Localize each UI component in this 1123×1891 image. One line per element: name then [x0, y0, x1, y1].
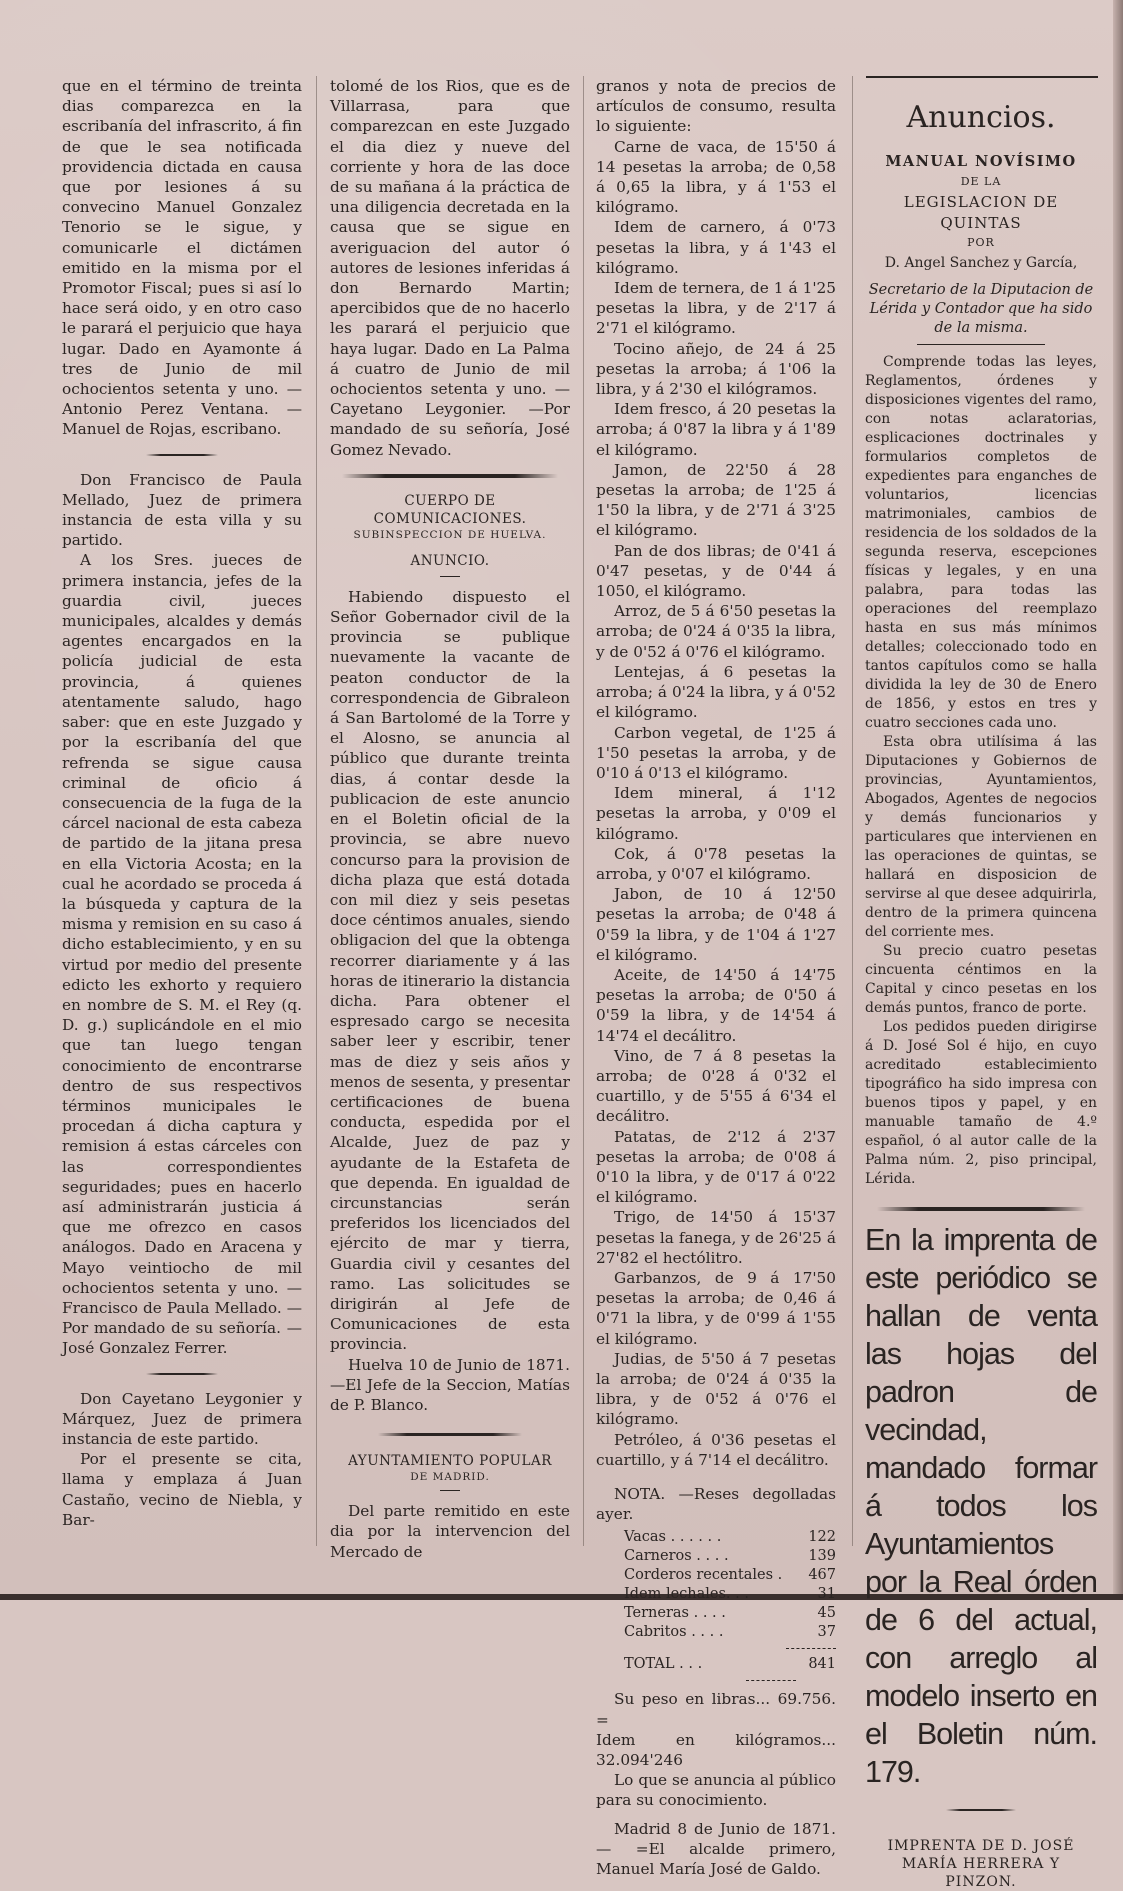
separator [917, 344, 1045, 345]
livestock-count: 122 [808, 1529, 836, 1546]
column-4 [865, 76, 1097, 1891]
livestock-label: Terneras . . . . [624, 1605, 726, 1622]
public-notice: Lo que se anuncia al público para su conocimiento. [596, 1771, 836, 1810]
livestock-count: 139 [808, 1548, 836, 1565]
ad-paragraph: Esta obra utilísima á las Diputaciones y Gobiernos de provincias, Ayuntamientos, Abogados, Agentes de negocios y demás funcionarios y particulares que intervienen en las operaciones de quintas, se hallará en disposicion de servirse al que desee adquirirla, dentro de la primera quincena del corriente mes. [865, 734, 1097, 941]
price-item: Idem mineral, á 1'12 pesetas la arroba, y 0'09 el kilógramo. [596, 784, 836, 843]
weight-pounds: Su peso en libras... 69.756. = [596, 1690, 836, 1729]
price-item: Petróleo, á 0'36 pesetas el cuartillo, y á 7'14 el decálitro. [596, 1430, 836, 1469]
price-item: Carne de vaca, de 15'50 á 14 pesetas la arroba; de 0,58 á 0,65 la libra, y á 1'53 el kilógramo. [596, 137, 836, 217]
separator [946, 1809, 1016, 1811]
price-item: Vino, de 7 á 8 pesetas la arroba; de 0'28 á 0'32 el cuartillo, y de 5'55 á 6'34 el decálitro. [596, 1046, 836, 1126]
column-rule-3 [852, 76, 853, 1546]
market-report-intro: Del parte remitido en este dia por la intervencion del Mercado de [330, 1502, 570, 1561]
weight-kilos: Idem en kilógramos... 32.094'246 [596, 1730, 836, 1770]
total-row [596, 1655, 836, 1674]
edict-body: Por el presente se cita, llama y emplaza á Juan Castaño, vecino de Niebla, y Bar- [62, 1450, 302, 1529]
edict-body: A los Sres. jueces de primera instancia, jefes de la guardia civil, jueces municipales, alcaldes y demás agentes encargados en la policía judicial de esta provincia, á quienes atentamente saludo, hago saber: que en este Juzgado y por la escribanía del que refrenda se sigue causa criminal de oficio á consecuencia de la fuga de la cárcel nacional de esta cabeza de partido de la jitana presa en ella Victoria Acosta; en la cual he acordado se proceda á la búsqueda y captura de la misma y remision en su caso á dicho establecimiento, y en su virtud por medio del presente edicto les exhorto y requiero en nombre de S. M. el Rey (q. D. g.) suplicándole en el mio que tan luego tengan conocimiento de encontrarse dentro de sus respectivos términos municipales le procedan á dicha captura y remision á estas cárceles con las correspondientes seguridades; pues en hacerlo así administrarán justicia á que me ofrezco en casos análogos. Dado en Aracena y Mayo veintiocho de mil ochocientos setenta y uno. —Francisco de Paula Mellado. —Por mandado de su señoría. —José Gonzalez Ferrer. [62, 551, 302, 1358]
price-item: Idem de ternera, de 1 á 1'25 pesetas la libra, y de 2'17 á 2'71 el kilógramo. [596, 279, 836, 338]
livestock-label: Vacas . . . . . . [624, 1529, 722, 1546]
price-item: Carbon vegetal, de 1'25 á 1'50 pesetas la arroba, y de 0'10 á 0'13 el kilógramo. [596, 723, 836, 782]
livestock-label: Cabritos . . . . [624, 1624, 724, 1641]
signature: Madrid 8 de Junio de 1871. — =El alcalde primero, Manuel María José de Galdo. [596, 1819, 836, 1879]
title-underline [440, 1490, 460, 1491]
livestock-row [596, 1547, 836, 1566]
edict-header: Don Cayetano Leygonier y Márquez, Juez de primera instancia de este partido. [62, 1389, 302, 1448]
price-item: Pan de dos libras; de 0'41 á 0'47 pesetas, y de 0'44 á 1050, el kilógramo. [596, 541, 836, 601]
price-item: Aceite, de 14'50 á 14'75 pesetas la arroba; de 0'50 á 0'59 la libra, y de 14'54 á 14'74 el decálitro. [596, 965, 836, 1045]
livestock-label: Idem lechales. . . [624, 1586, 749, 1603]
livestock-label: Carneros . . . . [624, 1548, 729, 1565]
page-edge-shadow [1113, 0, 1123, 1600]
price-item: Garbanzos, de 9 á 17'50 pesetas la arroba; de 0,46 á 0'71 la libra, y de 0'99 á 1'55 el kilógramo. [596, 1268, 836, 1348]
ad-paragraph: Su precio cuatro pesetas cincuenta céntimos en la Capital y cinco pesetas en los demás puntos, franco de porte. [865, 943, 1097, 1017]
section-title: CUERPO DE COMUNICACIONES. [373, 492, 527, 527]
padron-notice: En la imprenta de este periódico se hallan de venta las hojas del padron de vecindad, mandado formar á todos los Ayuntamientos por la Real órden de 6 del actual, con arreglo al modelo inserto en el Boletin núm. 179. [865, 1223, 1097, 1790]
announcement-title: ANUNCIO. [410, 552, 490, 569]
livestock-count: 31 [817, 1586, 836, 1603]
edict-header: Don Francisco de Paula Mellado, Juez de primera instancia de esta villa y su partido. [62, 470, 302, 550]
ad-paragraph: Comprende todas las leyes, Reglamentos, órdenes y disposiciones vigentes del ramo, con notas aclaratorias, esplicaciones doctrinales y formularios completos de expedientes para enganches de voluntarios, licencias matrimoniales, cambios de residencia de los soldados de la segunda reserva, escepciones físicas y legales, y en una palabra, para todas las operaciones del reemplazo hasta en sus más mínimos detalles; coleccionado todo en tantos capítulos como se halla dividida la ley de 30 de Enero de 1856, y estos en tres y cuatro secciones cada uno. [865, 354, 1097, 732]
price-item: Patatas, de 2'12 á 2'37 pesetas la arroba; de 0'08 á 0'10 la libra, y de 0'17 á 0'22 el kilógramo. [596, 1127, 836, 1207]
livestock-row [596, 1566, 836, 1585]
edict-continuation: que en el término de treinta dias comparezca en la escribanía del infrascrito, á fin de que le sea notificada providencia dictada en causa que por lesiones á su convecino Manuel Gonzalez Tenorio se le sigue, y comunicarle el dictámen emitido en la misma por el Promotor Fiscal; pues si así lo hace será oido, y en otro caso le parará el perjuicio que haya lugar. Dado en Ayamonte á tres de Junio de mil ochocientos setenta y uno. —Antonio Perez Ventana. — Manuel de Rojas, escribano. [62, 77, 302, 439]
title-underline [440, 576, 460, 577]
separator [146, 454, 218, 456]
price-item: Lentejas, á 6 pesetas la arroba; á 0'24 la libra, y á 0'52 el kilógramo. [596, 662, 836, 722]
price-item: Arroz, de 5 á 6'50 pesetas la arroba; de 0'24 á 0'35 la libra, y de 0'52 á 0'76 el kilógramo. [596, 602, 836, 661]
price-list [596, 137, 836, 1470]
livestock-table [596, 1528, 836, 1642]
author-title: Secretario de la Diputacion de Lérida y Contador que ha sido de la misma. [868, 282, 1094, 337]
column-1 [62, 76, 302, 1530]
separator [342, 474, 558, 478]
section-subtitle: DE MADRID. [410, 1471, 490, 1484]
livestock-row [596, 1585, 836, 1604]
book-title-connector: DE LA [960, 175, 1002, 189]
price-item: Tocino añejo, de 24 á 25 pesetas la arroba; á 1'06 la libra, y á 2'30 el kilógramos. [596, 339, 836, 399]
book-subject: LEGISLACION DE QUINTAS [903, 193, 1059, 232]
ads-title: Anuncios. [906, 100, 1056, 135]
separator [146, 1373, 218, 1375]
column-3 [596, 76, 836, 1879]
price-item: Jamon, de 22'50 á 28 pesetas la arroba; de 1'25 á 1'50 la libra, y de 2'71 á 3'25 el kilógramo. [596, 460, 836, 540]
price-item: Trigo, de 14'50 á 15'37 pesetas la fanega, y de 26'25 á 27'82 el hectólitro. [596, 1208, 836, 1267]
livestock-row [596, 1604, 836, 1623]
separator [877, 1207, 1086, 1211]
price-item: Jabon, de 10 á 12'50 pesetas la arroba; de 0'48 á 0'59 la libra, y de 1'04 á 1'27 el kilógramo. [596, 885, 836, 964]
note-heading: NOTA. —Reses degolladas ayer. [596, 1485, 836, 1524]
livestock-row [596, 1623, 836, 1642]
book-author: D. Angel Sanchez y García, [884, 255, 1078, 272]
price-intro: granos y nota de precios de artículos de consumo, resulta lo siguiente: [596, 77, 836, 136]
total-table [596, 1655, 836, 1674]
price-item: Judias, de 5'50 á 7 pesetas la arroba; de 0'24 á 0'35 la libra, y de 0'52 á 0'76 el kilógramo. [596, 1349, 836, 1429]
section-title: AYUNTAMIENTO POPULAR [348, 1453, 552, 1470]
separator [378, 1433, 522, 1436]
edict-continuation: tolomé de los Rios, que es de Villarrasa, para que comparezcan en este Juzgado el dia diez y nueve del corriente y hora de las doce de su mañana á la práctica de una diligencia decretada en la causa que se sigue en averiguacion del autor ó autores de lesiones inferidas á don Bernardo Martin; apercibidos que de no hacerlo les parará el perjuicio que haya lugar. Dado en La Palma á cuatro de Junio de mil ochocientos setenta y uno. —Cayetano Leygonier. —Por mandado de su señoría, José Gomez Nevado. [330, 77, 570, 459]
livestock-label: Corderos recentales . [624, 1567, 783, 1584]
announcement-signature: Huelva 10 de Junio de 1871. —El Jefe de la Seccion, Matías de P. Blanco. [330, 1355, 570, 1414]
ad-paragraph: Los pedidos pueden dirigirse á D. José Sol é hijo, en cuyo acreditado establecimiento tipográfico ha sido impresa con buenos tipos y papel, y en manuable tamaño de 4.º español, ó al autor calle de la Palma núm. 2, piso principal, Lérida. [865, 1019, 1097, 1188]
column-2 [330, 76, 570, 1562]
total-label: TOTAL . . . [624, 1656, 703, 1673]
price-item: Idem de carnero, á 0'73 pesetas la libra, y á 1'43 el kilógramo. [596, 218, 836, 277]
announcement-body: Habiendo dispuesto el Señor Gobernador civil de la provincia se publique nuevamente la vacante de peaton conductor de la correspondencia de Gibraleon á San Bartolomé de la Torre y el Alosno, se anuncia al público que durante treinta dias, á contar desde la publicacion de este anuncio en el Boletin oficial de la provincia, se abre nuevo concurso para la provision de dicha plaza que está dotada con mil diez y seis pesetas doce céntimos anuales, siendo obligacion del que la obtenga recorrer diariamente y á las horas de itinerario la distancia dicha. Para obtener el espresado cargo se necesita saber leer y escribir, tener mas de diez y seis años y menos de sesenta, y presentar certificaciones de buena conducta, espedida por el Alcalde, Juez de paz y ayudante de la Estafeta de que dependa. En igualdad de circunstancias serán preferidos los licenciados del ejército de mar y tierra, Guardia civil y cesantes del ramo. Las solicitudes se dirigirán al Jefe de Comunicaciones de esta provincia. [330, 587, 570, 1354]
book-title: MANUAL NOVÍSIMO [885, 153, 1077, 170]
livestock-row [596, 1528, 836, 1547]
total-rule [786, 1648, 836, 1649]
column-rule-1 [316, 76, 317, 1546]
livestock-count: 45 [817, 1605, 836, 1622]
livestock-count: 467 [808, 1567, 836, 1584]
section-subtitle: SUBINSPECCION DE HUELVA. [353, 528, 547, 541]
price-item: Idem fresco, á 20 pesetas la arroba; á 0'87 la libra y á 1'89 el kilógramo. [596, 400, 836, 459]
book-by: POR [967, 235, 995, 249]
total-value: 841 [808, 1656, 836, 1673]
price-item: Cok, á 0'78 pesetas la arroba, y 0'07 el kilógramo. [596, 844, 836, 883]
total-rule [746, 1680, 796, 1681]
column-rule-2 [583, 76, 584, 1546]
printer-imprint: IMPRENTA DE D. JOSÉ MARÍA HERRERA Y PINZON. [887, 1838, 1075, 1891]
livestock-count: 37 [817, 1624, 836, 1641]
